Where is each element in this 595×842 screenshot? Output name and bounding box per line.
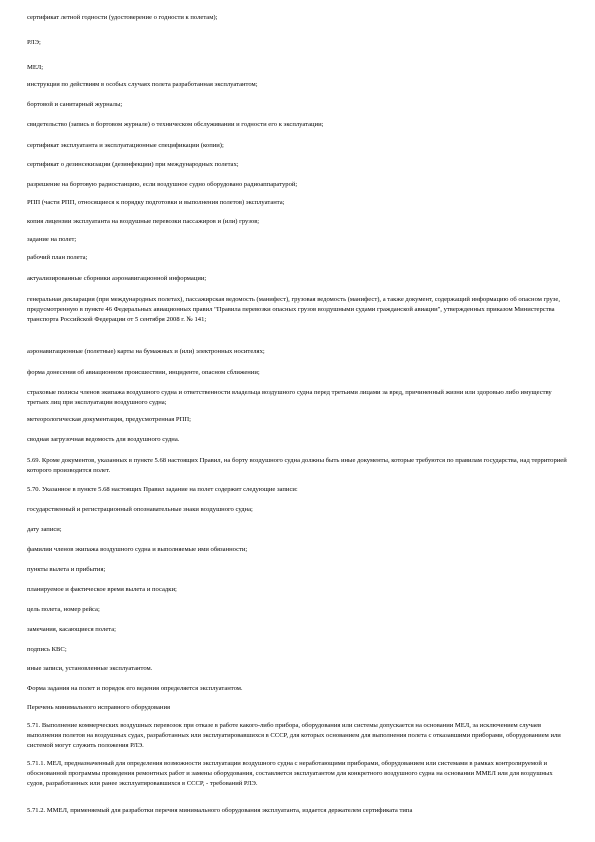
doc-paragraph-10: РПП (части РПП, относящиеся к порядку подготовки и выполнения полетов) эксплуатанта; bbox=[27, 199, 285, 206]
doc-paragraph-7: сертификат эксплуатанта и эксплуатационные спецификации (копии); bbox=[27, 142, 224, 149]
doc-paragraph-17: форма донесения об авиационном происшествии, инциденте, опасном сближении; bbox=[27, 369, 260, 376]
doc-paragraph-4: инструкция по действиям в особых случаях полета разработанная эксплуатантом; bbox=[27, 81, 258, 88]
doc-paragraph-13: рабочий план полета; bbox=[27, 254, 88, 261]
doc-paragraph-30: подпись КВС; bbox=[27, 646, 67, 653]
doc-paragraph-15: генеральная декларация (при международных полетах), пассажирская ведомость (манифест), грузовая ведомость (манифест), а также документ, содержащий информацию об опасном грузе, предусмотренную в пункте 46 Федеральных авиационных правил "Правила перевозки опасных грузов воздушными судами гражданской авиации", утвержденных приказом Министерства транспорта Российской Федерации от 5 сентября 2008 г. № 141; bbox=[27, 296, 560, 323]
doc-paragraph-35: 5.71.1. МЕЛ, предназначенный для определения возможности эксплуатации воздушного судна с неработающими приборами, оборудованием или системами в рамках контролируемой и обоснованной программы проведения ремонтных работ и замены оборудования, составляется эксплуатантом для конкретного воздушного судна на основании ММЕЛ или для воздушных судов, разработанных или ранее эксплуатировавшихся в СССР, - требований РЛЭ. bbox=[27, 760, 553, 787]
doc-paragraph-34: 5.71. Выполнение коммерческих воздушных перевозок при отказе в работе какого-либо прибора, оборудования или системы допускается на основании МЕЛ, за исключением случаев выполнения полетов на воздушных судах, разработанных или эксплуатировавшихся в СССР, для которых основанием для выполнения полета с отказавшими приборами, оборудованием или системой могут служить положения РЛЭ. bbox=[27, 722, 561, 749]
doc-paragraph-20: сводная загрузочная ведомость для воздушного судна. bbox=[27, 436, 180, 443]
doc-paragraph-8: сертификат о дезинсекизации (дезинфекции) при международных полетах; bbox=[27, 161, 239, 168]
doc-paragraph-28: цель полета, номер рейса; bbox=[27, 606, 100, 613]
doc-paragraph-36: 5.71.2. ММЕЛ, применяемый для разработки перечня минимального оборудования эксплуатанта, издается держателем сертификата типа bbox=[27, 807, 413, 814]
doc-paragraph-27: планируемое и фактическое время вылета и посадки; bbox=[27, 586, 177, 593]
doc-paragraph-22: 5.70. Указанное в пункте 5.68 настоящих Правил задание на полет содержит следующие записи: bbox=[27, 486, 298, 493]
doc-paragraph-14: актуализированные сборники аэронавигационной информации; bbox=[27, 275, 207, 282]
doc-paragraph-18: страховые полисы членов экипажа воздушного судна и ответственности владельца воздушного судна перед третьими лицами за вред, причиненный жизни или здоровью либо имуществу третьих лиц при эксплуатации воздушного судна; bbox=[27, 389, 552, 406]
doc-paragraph-32: Форма задания на полет и порядок его ведения определяется эксплуатантом. bbox=[27, 685, 243, 692]
doc-paragraph-9: разрешение на бортовую радиостанцию, если воздушное судно оборудовано радиоаппаратурой; bbox=[27, 181, 298, 188]
doc-paragraph-25: фамилии членов экипажа воздушного судна и выполняемые ими обязанности; bbox=[27, 546, 248, 553]
doc-paragraph-19: метеорологическая документация, предусмотренная РПП; bbox=[27, 416, 191, 423]
doc-paragraph-16: аэронавигационные (полетные) карты на бумажных и (или) электронных носителях; bbox=[27, 348, 265, 355]
doc-paragraph-12: задание на полет; bbox=[27, 236, 77, 243]
doc-paragraph-31: иные записи, установленные эксплуатантом. bbox=[27, 665, 153, 672]
doc-paragraph-1: сертификат летной годности (удостоверение о годности к полетам); bbox=[27, 14, 218, 21]
doc-paragraph-33: Перечень минимального исправного оборудования bbox=[27, 704, 171, 711]
doc-paragraph-23: государственный и регистрационный опознавательные знаки воздушного судна; bbox=[27, 506, 253, 513]
doc-paragraph-29: замечания, касающиеся полета; bbox=[27, 626, 116, 633]
doc-paragraph-26: пункты вылета и прибытия; bbox=[27, 566, 106, 573]
doc-paragraph-2: РЛЭ; bbox=[27, 39, 41, 46]
doc-paragraph-21: 5.69. Кроме документов, указанных в пункте 5.68 настоящих Правил, на борту воздушного судна должны быть иные документы, которые требуются по правилам государства, над территорией которого производится полет. bbox=[27, 457, 567, 474]
doc-paragraph-24: дату записи; bbox=[27, 526, 62, 533]
doc-paragraph-3: МЕЛ; bbox=[27, 64, 44, 71]
doc-paragraph-5: бортовой и санитарный журналы; bbox=[27, 101, 123, 108]
doc-paragraph-11: копия лицензии эксплуатанта на воздушные перевозки пассажиров и (или) грузов; bbox=[27, 218, 260, 225]
doc-paragraph-6: свидетельство (запись в бортовом журнале) о техническом обслуживании и годности его к эксплуатации; bbox=[27, 121, 324, 128]
